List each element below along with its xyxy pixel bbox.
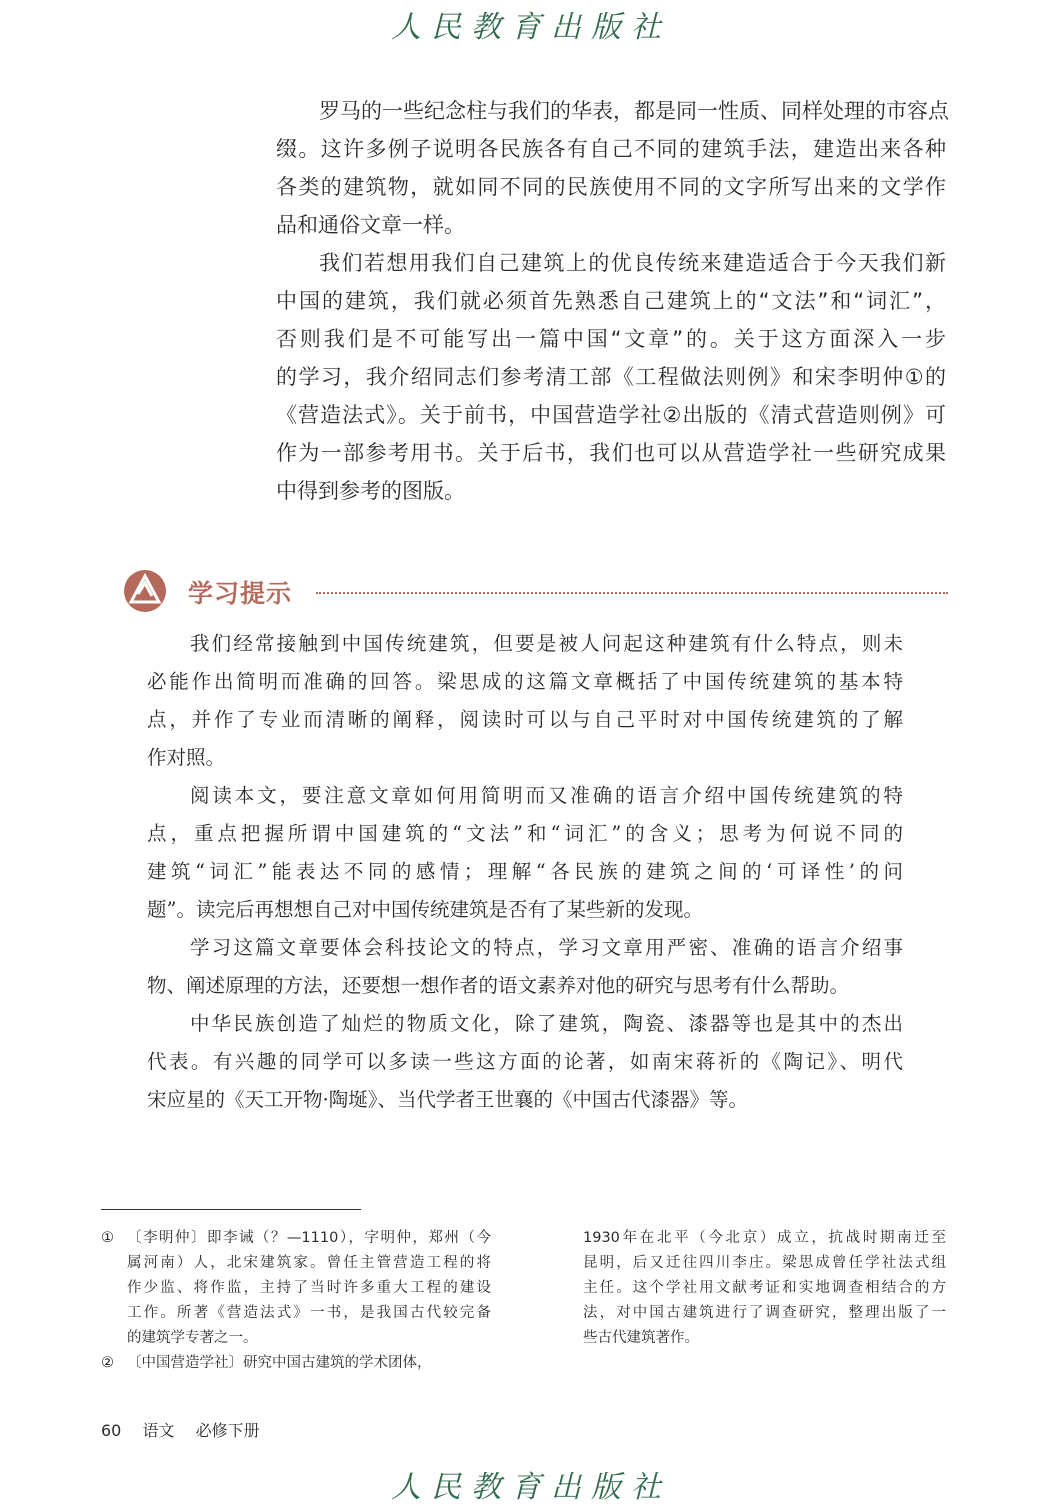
- text-line: 作为一部参考用书。关于后书，我们也可以从营造学社一些研究成果: [276, 441, 946, 465]
- footnotes-right: [583, 1226, 946, 1351]
- text-line: 工作。所著《营造法式》一书，是我国古代较完备: [127, 1305, 491, 1321]
- study-tips-title: 学习提示: [188, 579, 293, 608]
- text-line: 〔中国营造学社〕研究中国古建筑的学术团体，: [127, 1355, 432, 1371]
- text-line: 题”。读完后再想想自己对中国传统建筑是否有了某些新的发现。: [147, 898, 703, 921]
- paragraph: [147, 625, 903, 777]
- text-line: 作对照。: [147, 746, 226, 769]
- text-line: 我们若想用我们自己建筑上的优良传统来建造适合于今天我们新: [319, 251, 946, 275]
- publisher-logo-top: 人民教育出版社: [391, 10, 671, 45]
- footnote: [101, 1226, 491, 1351]
- text-line: 我们经常接触到中国传统建筑，但要是被人问起这种建筑有什么特点，则未: [190, 632, 903, 655]
- text-line: 作少监、将作监，主持了当时许多重大工程的建设: [127, 1280, 491, 1296]
- footnote: [101, 1351, 491, 1376]
- text-line: 代表。有兴趣的同学可以多读一些这方面的论著，如南宋蒋祈的《陶记》、明代: [147, 1050, 903, 1073]
- volume: 必修下册: [195, 1421, 260, 1440]
- text-line: 建筑“词汇”能表达不同的感情；理解“各民族的建筑之间的‘可译性’的问: [147, 860, 903, 883]
- subject: 语文: [142, 1421, 175, 1440]
- main-text: [276, 92, 949, 510]
- text-line: 学习这篇文章要体会科技论文的特点，学习文章用严密、准确的语言介绍事: [190, 936, 903, 959]
- text-line: 的建筑学专著之一。: [127, 1330, 258, 1346]
- text-line: 昆明，后又迁往四川李庄。梁思成曾任学社法式组: [583, 1255, 946, 1271]
- text-line: 的学习，我介绍同志们参考清工部《工程做法则例》和宋李明仲①的: [276, 365, 946, 389]
- page-footer: [101, 1418, 276, 1441]
- text-line: 《营造法式》。关于前书，中国营造学社②出版的《清式营造则例》可: [276, 403, 946, 427]
- text-line: 各类的建筑物，就如同不同的民族使用不同的文字所写出来的文学作: [276, 175, 946, 199]
- text-line: 物、阐述原理的方法，还要想一想作者的语文素养对他的研究与思考有什么帮助。: [147, 974, 850, 997]
- text-line: 点，重点把握所谓中国建筑的“文法”和“词汇”的含义；思考为何说不同的: [147, 822, 903, 845]
- footnotes-left: [101, 1226, 491, 1376]
- paragraph: [147, 777, 903, 929]
- text-line: 否则我们是不可能写出一篇中国“文章”的。关于这方面深入一步: [276, 327, 946, 351]
- text-line: 品和通俗文章一样。: [276, 213, 465, 237]
- paragraph: [276, 244, 946, 510]
- study-tips-header: [124, 570, 948, 614]
- study-tips-text: [147, 625, 903, 1119]
- text-line: 中华民族创造了灿烂的物质文化，除了建筑，陶瓷、漆器等也是其中的杰出: [190, 1012, 903, 1035]
- dotted-divider: [316, 592, 948, 594]
- text-line: 必能作出简明而准确的回答。梁思成的这篇文章概括了中国传统建筑的基本特: [147, 670, 903, 693]
- paragraph: [147, 1005, 903, 1119]
- text-line: 点，并作了专业而清晰的阐释，阅读时可以与自己平时对中国传统建筑的了解: [147, 708, 903, 731]
- footnote-number: ②: [101, 1355, 114, 1371]
- text-line: 些古代建筑著作。: [583, 1330, 699, 1346]
- text-line: 罗马的一些纪念柱与我们的华表，都是同一性质、同样处理的市容点: [319, 99, 949, 123]
- text-line: 主任。这个学社用文献考证和实地调查相结合的方: [583, 1280, 946, 1296]
- text-line: 宋应星的《天工开物·陶埏》、当代学者王世襄的《中国古代漆器》等。: [147, 1088, 748, 1111]
- text-line: 缀。这许多例子说明各民族各有自己不同的建筑手法，建造出来各种: [276, 137, 946, 161]
- text-line: 中得到参考的图版。: [276, 479, 465, 503]
- paragraph: [276, 92, 949, 244]
- text-line: 法，对中国古建筑进行了调查研究，整理出版了一: [583, 1305, 946, 1321]
- publisher-logo-bottom: 人民教育出版社: [391, 1470, 671, 1504]
- text-line: 阅读本文，要注意文章如何用简明而又准确的语言介绍中国传统建筑的特: [190, 784, 903, 807]
- study-tips-icon: [124, 570, 166, 612]
- text-line: 中国的建筑，我们就必须首先熟悉自己建筑上的“文法”和“词汇”，: [276, 289, 946, 313]
- paragraph: [147, 929, 903, 1005]
- text-line: 属河南）人，北宋建筑家。曾任主管营造工程的将: [127, 1255, 491, 1271]
- footnote-number: ①: [101, 1230, 114, 1246]
- page-number: 60: [101, 1421, 122, 1440]
- text-line: 1930年在北平（今北京）成立，抗战时期南迁至: [583, 1230, 946, 1246]
- footnote-rule: [101, 1209, 361, 1210]
- text-line: 〔李明仲〕即李诫（？—1110），字明仲，郑州（今: [127, 1230, 491, 1246]
